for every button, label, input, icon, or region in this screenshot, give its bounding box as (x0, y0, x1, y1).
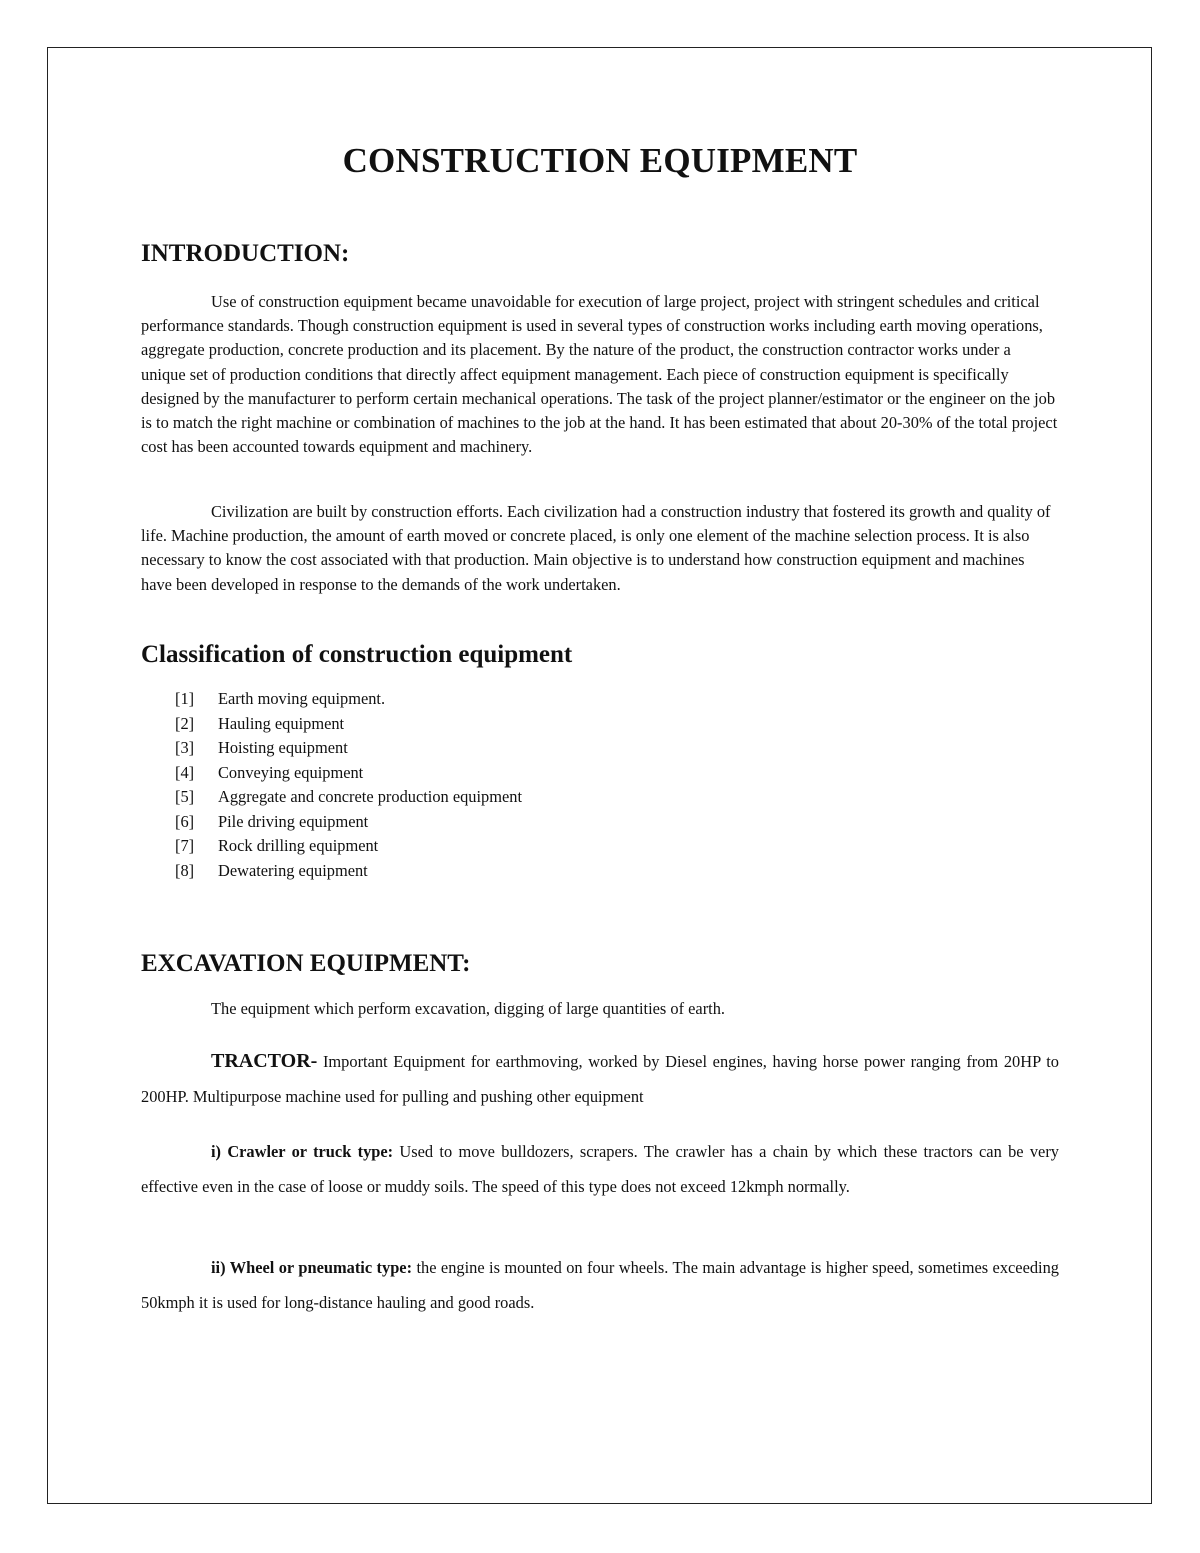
list-item-number: [5] (175, 787, 195, 806)
tractor-text: Important Equipment for earthmoving, worked by Diesel engines, having horse power ranging from 20HP to 200HP. Multipurpose machine used for pulling and pushing other equipment (141, 1052, 1059, 1106)
list-item-number: [4] (175, 762, 195, 782)
list-item (175, 736, 522, 761)
classification-heading: Classification of construction equipment (141, 641, 573, 668)
list-item-number: [7] (175, 836, 195, 855)
list-item-label: Pile driving equipment (218, 811, 369, 831)
list-item (175, 761, 522, 786)
list-item (175, 859, 522, 884)
list-item (175, 687, 522, 712)
list-item-number: [3] (175, 738, 195, 757)
document-title: CONSTRUCTION EQUIPMENT (342, 141, 858, 180)
list-item (175, 785, 522, 810)
excavation-intro: The equipment which perform excavation, digging of large quantities of earth. (211, 999, 726, 1018)
list-item-number: [8] (175, 860, 195, 880)
list-item (175, 834, 522, 859)
list-item-label: Dewatering equipment (218, 860, 368, 880)
introduction-paragraph-2: Civilization are built by construction efforts. Each civilization had a construction industry that fostered its growth and quality of life. Machine production, the amount of earth moved or concrete placed, is only one element of the machine selection process. It is also necessary to know the cost associated with that production. Main objective is to understand how construction equipment and machines have been developed in response to the demands of the work undertaken. (141, 502, 1051, 594)
list-item-number: [1] (175, 689, 195, 708)
list-item-label: Conveying equipment (218, 762, 364, 782)
list-item-label: Earth moving equipment. (218, 689, 386, 708)
crawler-lead: i) Crawler or truck type: (211, 1142, 394, 1161)
wheel-paragraph (141, 1250, 1059, 1320)
list-item-number: [2] (175, 713, 195, 733)
list-item (175, 810, 522, 835)
classification-list (175, 687, 522, 883)
crawler-paragraph (141, 1134, 1059, 1204)
crawler-text: Used to move bulldozers, scrapers. The crawler has a chain by which these tractors can be very effective even in the case of loose or muddy soils. The speed of this type does not exceed 12kmph normally. (141, 1142, 1059, 1196)
introduction-heading: INTRODUCTION: (141, 240, 350, 267)
list-item-number: [6] (175, 811, 195, 831)
excavation-heading: EXCAVATION EQUIPMENT: (141, 950, 471, 977)
wheel-text: the engine is mounted on four wheels. The main advantage is higher speed, sometimes exceeding 50kmph it is used for long-distance hauling and good roads. (141, 1258, 1059, 1312)
list-item (175, 712, 522, 737)
tractor-lead: TRACTOR- (211, 1050, 318, 1072)
list-item-label: Rock drilling equipment (218, 836, 379, 855)
list-item-label: Aggregate and concrete production equipment (218, 787, 523, 806)
list-item-label: Hoisting equipment (218, 738, 348, 757)
list-item-label: Hauling equipment (218, 713, 345, 733)
tractor-paragraph (141, 1044, 1059, 1114)
wheel-lead: ii) Wheel or pneumatic type: (211, 1258, 413, 1277)
introduction-paragraph-1: Use of construction equipment became unavoidable for execution of large project, project with stringent schedules and critical performance standards. Though construction equipment is used in several types of construction works including earth moving operations, aggregate production, concrete production and its placement. By the nature of the product, the construction contractor works under a unique set of production conditions that directly affect equipment management. Each piece of construction equipment is specifically designed by the manufacturer to perform certain mechanical operations. The task of the project planner/estimator or the engineer on the job is to match the right machine or combination of machines to the job at the hand. It has been estimated that about 20-30% of the total project cost has been accounted towards equipment and machinery. (141, 292, 1058, 457)
